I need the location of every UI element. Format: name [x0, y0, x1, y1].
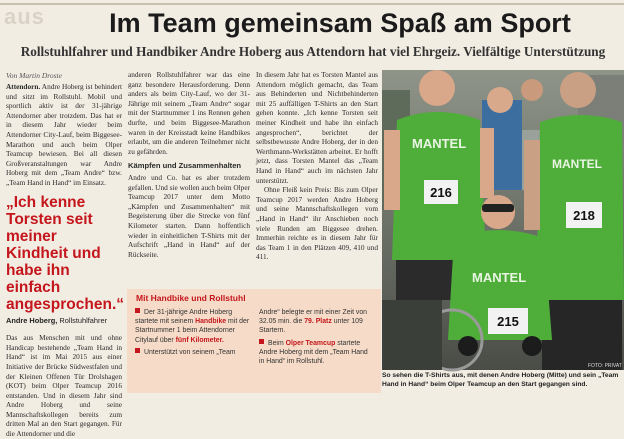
quote-source: [6, 316, 122, 326]
article-column-2: [128, 70, 250, 286]
masthead-fragment: aus: [4, 4, 45, 29]
info-box: [127, 289, 381, 393]
pull-quote: „Ich kenne Torsten seit meiner Kindheit und habe ihn einfach angesprochen.“: [6, 193, 124, 313]
headline: Im Team gemeinsam Spaß am Sport: [109, 8, 571, 38]
info-item: [135, 348, 251, 357]
article-column-3: [256, 70, 378, 286]
race-bib: 216: [430, 185, 452, 200]
info-item: [259, 308, 375, 336]
photo-caption: So sehen die T-Shirts aus, mit denen Andre Hoberg (Mitte) und sein „Team Hand in Hand“ beim Olper Teamcup an den Start gegangen sind.: [382, 372, 619, 388]
info-item: [135, 308, 251, 345]
column-2-paragraph-1: anderen Rollstuhlfahrer war das eine ganz besondere Herausforderung. Denn anders als beim City-Lauf, wo der 31-Jährige mit seinem „Team Andre“ sogar mit der Startnummer 1 ins Rennen gehen durfte, und beim Biggesee-Marathon waren in der Kreisstadt keine Handbikes erlaubt, um die anderen Teilnehmer nicht zu gefährden.: [128, 70, 250, 156]
info-text: Andre“ belegte er mit einer Zeit von 32.05 min. die: [259, 309, 368, 326]
team-photo-illustration: [382, 70, 624, 370]
column-2-paragraph-2: Andre und Co. hat es aber trotzdem gefallen. Und sie wollen auch beim Olper Teamcup 2017 unter dem Motto „Kämpfen und Zusammenhalten“ mit Begeisterung über die Strecke von fünf Kilometer starten. Dann hoffentlich wieder in einheitlichen T-Shirts mit der Aufschrift „Hand in Hand“ auf der Rückseite.: [128, 172, 250, 259]
info-box-left-column: [135, 308, 251, 360]
info-highlight: Olper Teamcup: [285, 339, 336, 347]
shirt-logo: MANTEL: [472, 270, 527, 285]
top-rule: [0, 3, 624, 5]
info-box-right-column: [259, 308, 375, 369]
info-highlight: Handbike: [195, 318, 227, 326]
column-1-paragraph-1: [6, 82, 122, 188]
info-item: [259, 339, 375, 367]
photo-credit: FOTO: PRIVAT: [588, 363, 622, 369]
info-text: Unterstützt von seinem „Team: [144, 348, 236, 356]
race-bib: 215: [497, 314, 519, 329]
quote-author: Andre Hoberg,: [6, 315, 58, 325]
info-text: mit der Startnummer 1 beim Attendorner Citylauf über: [135, 318, 250, 344]
info-highlight: fünf Kilometer.: [175, 336, 224, 344]
byline: Von Martin Droste: [6, 71, 62, 80]
bullet-icon: [259, 339, 264, 344]
bullet-icon: [135, 348, 140, 353]
race-bib: 218: [573, 208, 595, 223]
info-box-title: Mit Handbike und Rollstuhl: [136, 293, 246, 303]
column-1-text: Andre Hoberg ist behindert und sitzt im Rollstuhl. Mobil und sportlich aktiv ist der 31-jährige Attendorner aber trotzdem. Das hat er in diesem Jahr wieder beim Attendorner City-Lauf, beim Biggesee-Marathon und auch beim Olper Teamcup bewiesen. Bei all diesen Großveranstaltungen war Andre Hoberg mit dem „Team Andre“ bzw. „Team Hand in Hand“ im Einsatz.: [6, 82, 122, 187]
info-text: Beim: [268, 339, 286, 347]
quote-role: Rollstuhlfahrer: [59, 315, 108, 325]
column-3-paragraph-2: Ohne Fleiß kein Preis: Bis zum Olper Teamcup 2017 werden Andre Hoberg und seine Mannschaftskollegen vom „Hand in Hand“ ihr Anschieben noch viele Runden am Biggesee drehen. Immerhin reichte es in diesem Jahr für das Team 1 in den Plätzen 409, 410 und 411.: [256, 185, 378, 262]
column-3-paragraph-1: In diesem Jahr hat es Torsten Mantel aus Attendorn möglich gemacht, das Team aus Behinderten und Nichtbehinderten mit 25 auffälligen T-Shirts an den Start gehen konnte. „Ich kenne Torsten seit meiner Kindheit und habe ihn einfach angesprochen“, berichtet der selbstbewusste Andre Hoberg, der in den Werthmann-Werkstätten arbeitet. Er hofft jetzt, dass Torsten Mantel das „Team Hand in Hand“ auch im nächsten Jahr unterstützt.: [256, 70, 378, 185]
info-text: Der 31-jährige Andre Hoberg startete mit seinem: [135, 309, 233, 326]
info-highlight: 79. Platz: [304, 318, 332, 326]
info-text: unter 109 Startern.: [259, 318, 363, 335]
subheadline: Rollstuhlfahrer und Handbiker Andre Hoberg aus Attendorn hat viel Ehrgeiz. Vielfältige Unterstützung: [20, 44, 606, 59]
shirt-logo: MANTEL: [552, 157, 602, 171]
article-column-1: [6, 82, 122, 439]
bullet-icon: [135, 308, 140, 313]
shirt-logo: MANTEL: [412, 136, 467, 151]
dateline: Attendorn.: [6, 82, 41, 91]
info-text: startete Andre Hoberg mit dem „Team Hand in Hand“ im Rollstuhl.: [259, 339, 368, 366]
column-1-paragraph-2: Das aus Menschen mit und ohne Handicap bestehende „Team Hand in Hand“ ist im Mai 2015 aus einer Initiative der Brücke Südwestfalen und der Kleinen Offenen Tür Drolshagen (KOT) beim Olper Teamcup 2016 entstanden. Und in diesem Jahr sind Andre Hoberg und seine Mannschaftskollegen bereits zum dritten Mal an den Start gegangen. Für die Attendorner und die: [6, 333, 122, 439]
column-2-subhead: Kämpfen und Zusammenhalten: [128, 161, 242, 171]
team-photo: [382, 70, 624, 370]
